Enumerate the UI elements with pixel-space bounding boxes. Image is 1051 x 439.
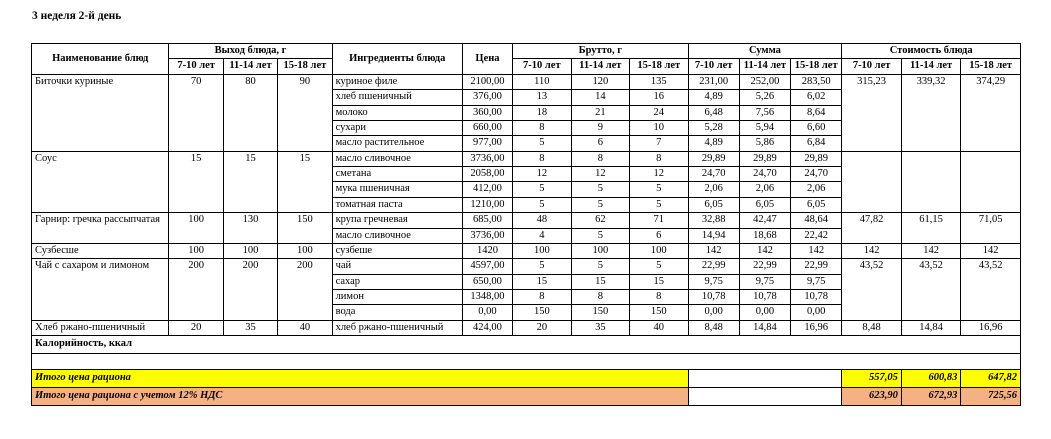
header-sum-age-3: 15-18 лет xyxy=(791,59,842,74)
header-row-2 xyxy=(32,59,1021,74)
ingredient-sum-2: 252,00 xyxy=(739,74,790,89)
ingredient-price: 376,00 xyxy=(462,90,512,105)
ingredient-brutto-2: 8 xyxy=(571,290,629,305)
dish-cost-3: 374,29 xyxy=(961,74,1021,151)
ingredient-sum-3: 48,64 xyxy=(791,213,842,228)
ingredient-name: чай xyxy=(332,259,462,274)
header-sum-age-1: 7-10 лет xyxy=(688,59,739,74)
ingredient-brutto-3: 12 xyxy=(630,167,688,182)
table-row xyxy=(32,74,1021,89)
dish-output-1: 70 xyxy=(169,74,223,151)
ingredient-brutto-3: 8 xyxy=(630,290,688,305)
dish-output-1: 100 xyxy=(169,213,223,244)
ingredient-sum-1: 29,89 xyxy=(688,151,739,166)
ingredient-price: 650,00 xyxy=(462,274,512,289)
ingredient-price: 660,00 xyxy=(462,120,512,135)
header-brutto-group: Брутто, г xyxy=(513,44,688,59)
ingredient-brutto-2: 5 xyxy=(571,182,629,197)
header-sum-age-2: 11-14 лет xyxy=(739,59,790,74)
dish-name: Чай с сахаром и лимоном xyxy=(32,259,169,321)
dish-output-2: 15 xyxy=(223,151,277,213)
ingredient-sum-1: 9,75 xyxy=(688,274,739,289)
ingredient-sum-3: 24,70 xyxy=(791,167,842,182)
dish-output-2: 35 xyxy=(223,320,277,335)
dish-output-3: 100 xyxy=(278,243,332,258)
ingredient-name: томатная паста xyxy=(332,197,462,212)
ingredient-brutto-1: 5 xyxy=(513,136,571,151)
ingredient-price: 2058,00 xyxy=(462,167,512,182)
ingredient-brutto-3: 40 xyxy=(630,320,688,335)
ingredient-sum-2: 6,05 xyxy=(739,197,790,212)
total-value-1-2: 600,83 xyxy=(901,370,960,388)
ingredient-brutto-1: 5 xyxy=(513,182,571,197)
ingredient-sum-1: 5,28 xyxy=(688,120,739,135)
spacer-cell xyxy=(32,354,1021,370)
ingredient-sum-2: 5,94 xyxy=(739,120,790,135)
ingredient-name: сухари xyxy=(332,120,462,135)
dish-output-2: 100 xyxy=(223,243,277,258)
ingredient-sum-2: 7,56 xyxy=(739,105,790,120)
ingredient-sum-3: 6,02 xyxy=(791,90,842,105)
ingredient-brutto-2: 21 xyxy=(571,105,629,120)
ingredient-brutto-3: 135 xyxy=(630,74,688,89)
ingredient-brutto-3: 100 xyxy=(630,243,688,258)
ingredient-brutto-3: 6 xyxy=(630,228,688,243)
ingredient-brutto-3: 71 xyxy=(630,213,688,228)
ingredient-price: 1420 xyxy=(462,243,512,258)
ingredient-sum-2: 10,78 xyxy=(739,290,790,305)
dish-output-3: 150 xyxy=(278,213,332,244)
dish-cost-3: 142 xyxy=(961,243,1021,258)
ingredient-sum-3: 142 xyxy=(791,243,842,258)
ingredient-name: сахар xyxy=(332,274,462,289)
ingredient-brutto-3: 15 xyxy=(630,274,688,289)
ingredient-sum-3: 2,06 xyxy=(791,182,842,197)
header-cost-age-1: 7-10 лет xyxy=(842,59,901,74)
ingredient-brutto-2: 15 xyxy=(571,274,629,289)
ingredient-brutto-3: 5 xyxy=(630,259,688,274)
ingredient-sum-3: 16,96 xyxy=(791,320,842,335)
ingredient-sum-3: 0,00 xyxy=(791,305,842,320)
ingredient-sum-2: 0,00 xyxy=(739,305,790,320)
ingredient-brutto-3: 150 xyxy=(630,305,688,320)
ingredient-brutto-2: 9 xyxy=(571,120,629,135)
ingredient-sum-3: 22,42 xyxy=(791,228,842,243)
ingredient-brutto-2: 62 xyxy=(571,213,629,228)
ingredient-price: 424,00 xyxy=(462,320,512,335)
dish-output-3: 200 xyxy=(278,259,332,321)
ingredient-brutto-2: 8 xyxy=(571,151,629,166)
ingredient-sum-3: 6,84 xyxy=(791,136,842,151)
ingredient-name: молоко xyxy=(332,105,462,120)
dish-cost-3: 16,96 xyxy=(961,320,1021,335)
header-cost-age-3: 15-18 лет xyxy=(961,59,1021,74)
ingredient-brutto-1: 110 xyxy=(513,74,571,89)
ingredient-brutto-1: 12 xyxy=(513,167,571,182)
dish-output-1: 200 xyxy=(169,259,223,321)
table-row xyxy=(32,151,1021,166)
ingredient-brutto-2: 5 xyxy=(571,259,629,274)
ingredient-sum-1: 24,70 xyxy=(688,167,739,182)
ingredient-sum-3: 9,75 xyxy=(791,274,842,289)
ingredient-brutto-3: 8 xyxy=(630,151,688,166)
ingredient-sum-1: 22,99 xyxy=(688,259,739,274)
dish-name: Сузбесшe xyxy=(32,243,169,258)
ingredient-name: масло сливочное xyxy=(332,228,462,243)
header-row-1 xyxy=(32,44,1021,59)
ingredient-brutto-2: 5 xyxy=(571,197,629,212)
dish-name: Хлеб ржано-пшеничный xyxy=(32,320,169,335)
ingredient-sum-1: 10,78 xyxy=(688,290,739,305)
ingredient-brutto-3: 10 xyxy=(630,120,688,135)
ingredient-price: 1210,00 xyxy=(462,197,512,212)
dish-cost-2: 339,32 xyxy=(901,74,960,151)
header-out-age-1: 7-10 лет xyxy=(169,59,223,74)
ingredient-price: 3736,00 xyxy=(462,228,512,243)
total-row-1 xyxy=(32,370,1021,388)
ingredient-brutto-3: 24 xyxy=(630,105,688,120)
menu-table xyxy=(31,43,1021,406)
ingredient-price: 4597,00 xyxy=(462,259,512,274)
dish-output-2: 200 xyxy=(223,259,277,321)
total-blank-1 xyxy=(688,370,842,388)
ingredient-sum-1: 6,48 xyxy=(688,105,739,120)
total-value-2-2: 672,93 xyxy=(901,388,960,406)
ingredient-sum-1: 14,94 xyxy=(688,228,739,243)
total-value-1-3: 647,82 xyxy=(961,370,1021,388)
header-ingredients: Ингредиенты блюда xyxy=(332,44,462,75)
dish-output-3: 40 xyxy=(278,320,332,335)
ingredient-sum-2: 142 xyxy=(739,243,790,258)
ingredient-price: 1348,00 xyxy=(462,290,512,305)
dish-cost-3 xyxy=(961,151,1021,213)
ingredient-brutto-3: 7 xyxy=(630,136,688,151)
ingredient-sum-3: 29,89 xyxy=(791,151,842,166)
ingredient-brutto-2: 6 xyxy=(571,136,629,151)
ingredient-sum-1: 4,89 xyxy=(688,136,739,151)
ingredient-brutto-1: 13 xyxy=(513,90,571,105)
ingredient-name: хлеб ржано-пшеничный xyxy=(332,320,462,335)
ingredient-sum-2: 24,70 xyxy=(739,167,790,182)
ingredient-sum-1: 0,00 xyxy=(688,305,739,320)
table-body xyxy=(32,74,1021,405)
ingredient-sum-2: 14,84 xyxy=(739,320,790,335)
dish-output-3: 15 xyxy=(278,151,332,213)
ingredient-name: вода xyxy=(332,305,462,320)
dish-cost-1: 43,52 xyxy=(842,259,901,321)
ingredient-name: лимон xyxy=(332,290,462,305)
ingredient-sum-2: 29,89 xyxy=(739,151,790,166)
dish-output-3: 90 xyxy=(278,74,332,151)
ingredient-sum-3: 283,50 xyxy=(791,74,842,89)
ingredient-price: 977,00 xyxy=(462,136,512,151)
ingredient-sum-2: 9,75 xyxy=(739,274,790,289)
ingredient-brutto-1: 18 xyxy=(513,105,571,120)
ingredient-brutto-1: 100 xyxy=(513,243,571,258)
header-sum-group: Сумма xyxy=(688,44,842,59)
header-name: Наименование блюд xyxy=(32,44,169,75)
ingredient-brutto-1: 8 xyxy=(513,120,571,135)
ingredient-sum-1: 2,06 xyxy=(688,182,739,197)
calories-label: Калорийность, ккал xyxy=(32,336,1021,354)
ingredient-brutto-1: 15 xyxy=(513,274,571,289)
page-title: 3 неделя 2-й день xyxy=(32,10,122,22)
header-cost-group: Стоимость блюда xyxy=(842,44,1021,59)
ingredient-brutto-2: 100 xyxy=(571,243,629,258)
total-value-1-1: 557,05 xyxy=(842,370,901,388)
dish-cost-1 xyxy=(842,151,901,213)
dish-output-2: 80 xyxy=(223,74,277,151)
ingredient-brutto-1: 150 xyxy=(513,305,571,320)
dish-cost-1: 315,23 xyxy=(842,74,901,151)
dish-cost-3: 43,52 xyxy=(961,259,1021,321)
dish-name: Соус xyxy=(32,151,169,213)
ingredient-name: куриное филе xyxy=(332,74,462,89)
dish-name: Биточки куриные xyxy=(32,74,169,151)
dish-cost-2: 142 xyxy=(901,243,960,258)
dish-name: Гарнир: гречка рассыпчатая xyxy=(32,213,169,244)
ingredient-name: сузбеше xyxy=(332,243,462,258)
ingredient-sum-2: 22,99 xyxy=(739,259,790,274)
ingredient-brutto-1: 20 xyxy=(513,320,571,335)
ingredient-price: 685,00 xyxy=(462,213,512,228)
ingredient-sum-2: 5,26 xyxy=(739,90,790,105)
ingredient-brutto-2: 35 xyxy=(571,320,629,335)
header-cost-age-2: 11-14 лет xyxy=(901,59,960,74)
ingredient-name: масло сливочное xyxy=(332,151,462,166)
total-row-2 xyxy=(32,388,1021,406)
header-out-age-3: 15-18 лет xyxy=(278,59,332,74)
ingredient-sum-3: 22,99 xyxy=(791,259,842,274)
ingredient-price: 3736,00 xyxy=(462,151,512,166)
dish-cost-2: 14,84 xyxy=(901,320,960,335)
ingredient-sum-1: 4,89 xyxy=(688,90,739,105)
ingredient-brutto-1: 8 xyxy=(513,151,571,166)
ingredient-sum-3: 10,78 xyxy=(791,290,842,305)
ingredient-brutto-1: 48 xyxy=(513,213,571,228)
ingredient-sum-3: 6,05 xyxy=(791,197,842,212)
header-price: Цена xyxy=(462,44,512,75)
ingredient-sum-3: 6,60 xyxy=(791,120,842,135)
table-row xyxy=(32,259,1021,274)
dish-cost-2: 61,15 xyxy=(901,213,960,244)
dish-output-1: 15 xyxy=(169,151,223,213)
ingredient-brutto-1: 8 xyxy=(513,290,571,305)
ingredient-sum-1: 8,48 xyxy=(688,320,739,335)
dish-output-2: 130 xyxy=(223,213,277,244)
ingredient-brutto-2: 14 xyxy=(571,90,629,105)
ingredient-brutto-1: 5 xyxy=(513,259,571,274)
header-out-age-2: 11-14 лет xyxy=(223,59,277,74)
ingredient-sum-1: 32,88 xyxy=(688,213,739,228)
ingredient-name: сметана xyxy=(332,167,462,182)
calories-row xyxy=(32,336,1021,354)
ingredient-name: крупа гречневая xyxy=(332,213,462,228)
table-row xyxy=(32,243,1021,258)
ingredient-brutto-2: 120 xyxy=(571,74,629,89)
ingredient-price: 2100,00 xyxy=(462,74,512,89)
total-label-1: Итого цена рациона xyxy=(32,370,689,388)
ingredient-sum-2: 2,06 xyxy=(739,182,790,197)
ingredient-brutto-2: 12 xyxy=(571,167,629,182)
dish-cost-2: 43,52 xyxy=(901,259,960,321)
ingredient-brutto-1: 5 xyxy=(513,197,571,212)
ingredient-brutto-1: 4 xyxy=(513,228,571,243)
header-brutto-age-2: 11-14 лет xyxy=(571,59,629,74)
table-row xyxy=(32,213,1021,228)
ingredient-sum-3: 8,64 xyxy=(791,105,842,120)
dish-cost-1: 142 xyxy=(842,243,901,258)
header-brutto-age-3: 15-18 лет xyxy=(630,59,688,74)
ingredient-brutto-3: 5 xyxy=(630,197,688,212)
ingredient-brutto-2: 5 xyxy=(571,228,629,243)
header-output-group: Выход блюда, г xyxy=(169,44,332,59)
ingredient-brutto-3: 5 xyxy=(630,182,688,197)
dish-cost-3: 71,05 xyxy=(961,213,1021,244)
ingredient-sum-1: 6,05 xyxy=(688,197,739,212)
dish-cost-2 xyxy=(901,151,960,213)
dish-cost-1: 47,82 xyxy=(842,213,901,244)
ingredient-sum-2: 42,47 xyxy=(739,213,790,228)
total-value-2-1: 623,90 xyxy=(842,388,901,406)
table-head xyxy=(32,44,1021,75)
ingredient-brutto-3: 16 xyxy=(630,90,688,105)
spacer-row xyxy=(32,354,1021,370)
ingredient-price: 360,00 xyxy=(462,105,512,120)
dish-output-1: 100 xyxy=(169,243,223,258)
table-row xyxy=(32,320,1021,335)
dish-cost-1: 8,48 xyxy=(842,320,901,335)
ingredient-sum-1: 142 xyxy=(688,243,739,258)
ingredient-sum-1: 231,00 xyxy=(688,74,739,89)
ingredient-sum-2: 5,86 xyxy=(739,136,790,151)
ingredient-name: хлеб пшеничный xyxy=(332,90,462,105)
ingredient-price: 0,00 xyxy=(462,305,512,320)
total-value-2-3: 725,56 xyxy=(961,388,1021,406)
ingredient-name: масло растительное xyxy=(332,136,462,151)
header-brutto-age-1: 7-10 лет xyxy=(513,59,571,74)
menu-table-wrapper xyxy=(31,43,1021,406)
ingredient-brutto-2: 150 xyxy=(571,305,629,320)
total-blank-2 xyxy=(688,388,842,406)
ingredient-sum-2: 18,68 xyxy=(739,228,790,243)
total-label-2: Итого цена рациона с учетом 12% НДС xyxy=(32,388,689,406)
ingredient-name: мука пшеничная xyxy=(332,182,462,197)
dish-output-1: 20 xyxy=(169,320,223,335)
ingredient-price: 412,00 xyxy=(462,182,512,197)
